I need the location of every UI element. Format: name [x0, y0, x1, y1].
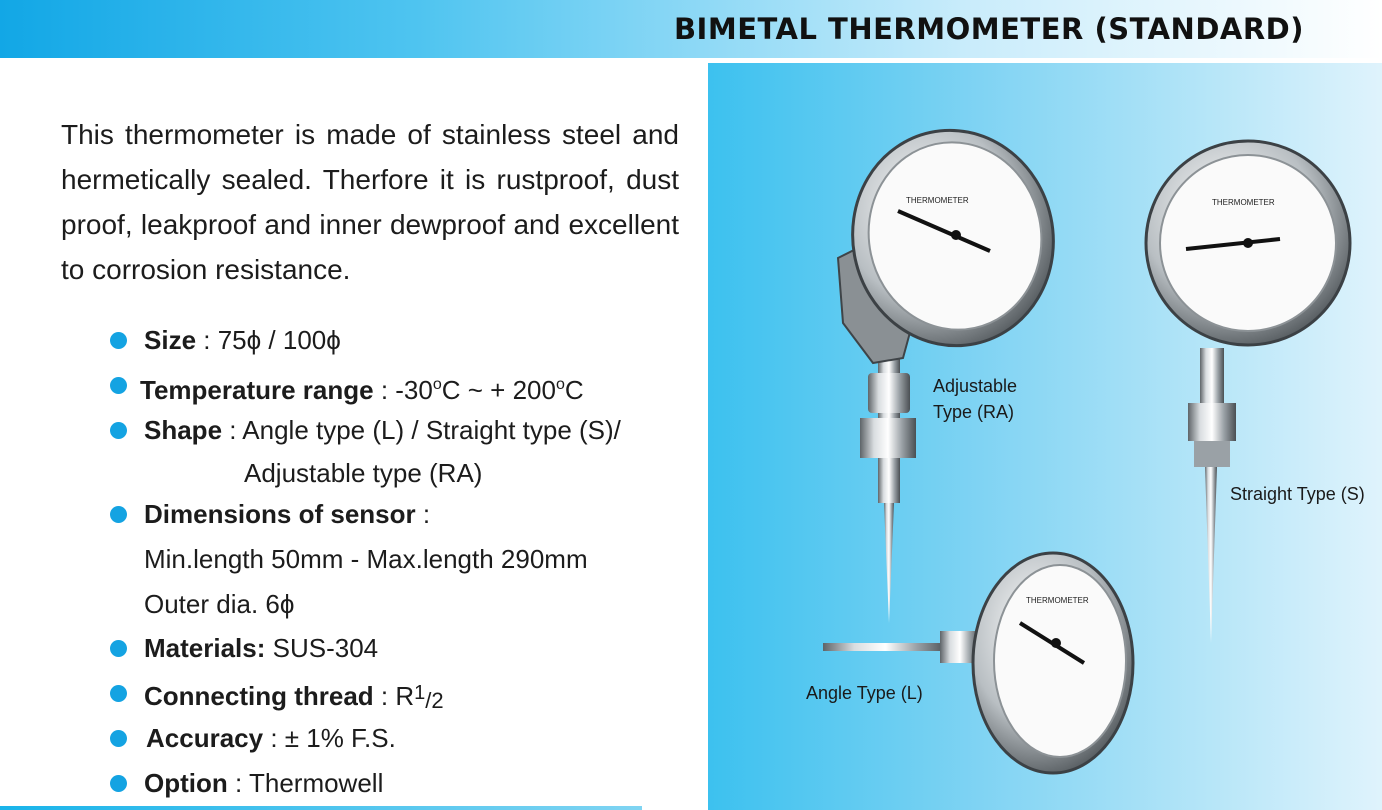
- bullet-icon: [110, 506, 127, 523]
- bullet-icon: [110, 377, 127, 394]
- spec-label: Option: [144, 768, 228, 798]
- spec-value: SUS-304: [272, 633, 379, 663]
- intro-paragraph: This thermometer is made of stainless steel and hermetically sealed. Therfore it is rustproof, dust proof, leakproof and inner dewproof and excellent to corrosion resistance.: [61, 119, 679, 285]
- sensor-probe: [1205, 467, 1217, 643]
- needle-hub: [1243, 238, 1253, 248]
- bullet-icon: [110, 730, 127, 747]
- spec-label: Dimensions of sensor: [144, 499, 416, 529]
- spec-value: : ± 1% F.S.: [270, 723, 396, 753]
- product-photo-panel: [708, 63, 1382, 810]
- spec-label: Temperature range: [140, 375, 374, 405]
- spec-value: : Angle type (L) / Straight type (S)/: [229, 415, 621, 445]
- spec-shape: [144, 413, 621, 447]
- spec-dimensions-length: Min.length 50mm - Max.length 290mm: [144, 544, 588, 574]
- hex-nut: [1188, 403, 1236, 441]
- spec-label: Size: [144, 325, 197, 355]
- straight-gauge: [1146, 141, 1350, 643]
- dial-title: THERMOMETER: [1026, 596, 1089, 605]
- straight-type-label: Straight Type (S): [1230, 484, 1365, 504]
- thread-numerator: 1: [414, 682, 426, 704]
- spec-value: C: [564, 375, 584, 405]
- hex-nut: [860, 418, 916, 458]
- degree-mark: o: [555, 376, 565, 393]
- bullet-icon: [110, 422, 127, 439]
- sensor-probe: [884, 503, 894, 623]
- spec-value: : R: [380, 681, 415, 711]
- spec-dimensions-diameter: Outer dia. 6ϕ: [144, 589, 295, 619]
- spec-label: Accuracy: [146, 723, 264, 753]
- thread-denominator: /2: [425, 688, 444, 713]
- bullet-icon: [110, 775, 127, 792]
- spec-label: Shape: [144, 415, 223, 445]
- thread: [1194, 441, 1230, 467]
- degree-mark: o: [432, 376, 442, 393]
- sensor-probe: [823, 643, 948, 651]
- bottom-rule: [0, 806, 642, 810]
- dial-title: THERMOMETER: [1212, 198, 1275, 207]
- adjustable-type-label: Adjustable Type (RA): [933, 376, 1018, 422]
- page-title: BIMETAL THERMOMETER (STANDARD): [673, 12, 1304, 46]
- spec-option: [144, 766, 383, 800]
- needle-hub: [1051, 638, 1061, 648]
- angle-type-label: Angle Type (L): [806, 683, 923, 703]
- bullet-icon: [110, 640, 127, 657]
- spec-size: [144, 323, 341, 357]
- spec-value: : Thermowell: [235, 768, 384, 798]
- spec-value: :: [422, 499, 431, 529]
- needle-hub: [951, 230, 961, 240]
- spec-accuracy: [146, 721, 396, 755]
- spec-shape-line2: Adjustable type (RA): [244, 458, 483, 488]
- spec-label: Materials:: [144, 633, 266, 663]
- spec-dimensions: [144, 497, 430, 531]
- spec-value: : -30: [380, 375, 433, 405]
- bullet-icon: [110, 332, 127, 349]
- bullet-icon: [110, 685, 127, 702]
- spec-connecting-thread: [144, 676, 444, 718]
- spec-value: C ~ + 200: [441, 375, 556, 405]
- gauge-dial: [994, 565, 1126, 757]
- adjustable-gauge: [833, 112, 1074, 623]
- angle-gauge: [823, 553, 1133, 773]
- spec-temperature-range: [140, 368, 584, 407]
- spec-materials: [144, 631, 378, 665]
- spec-label: Connecting thread: [144, 681, 374, 711]
- union-fitting: [868, 373, 910, 413]
- spec-value: : 75ϕ / 100ϕ: [203, 325, 341, 355]
- dial-title: THERMOMETER: [906, 196, 969, 205]
